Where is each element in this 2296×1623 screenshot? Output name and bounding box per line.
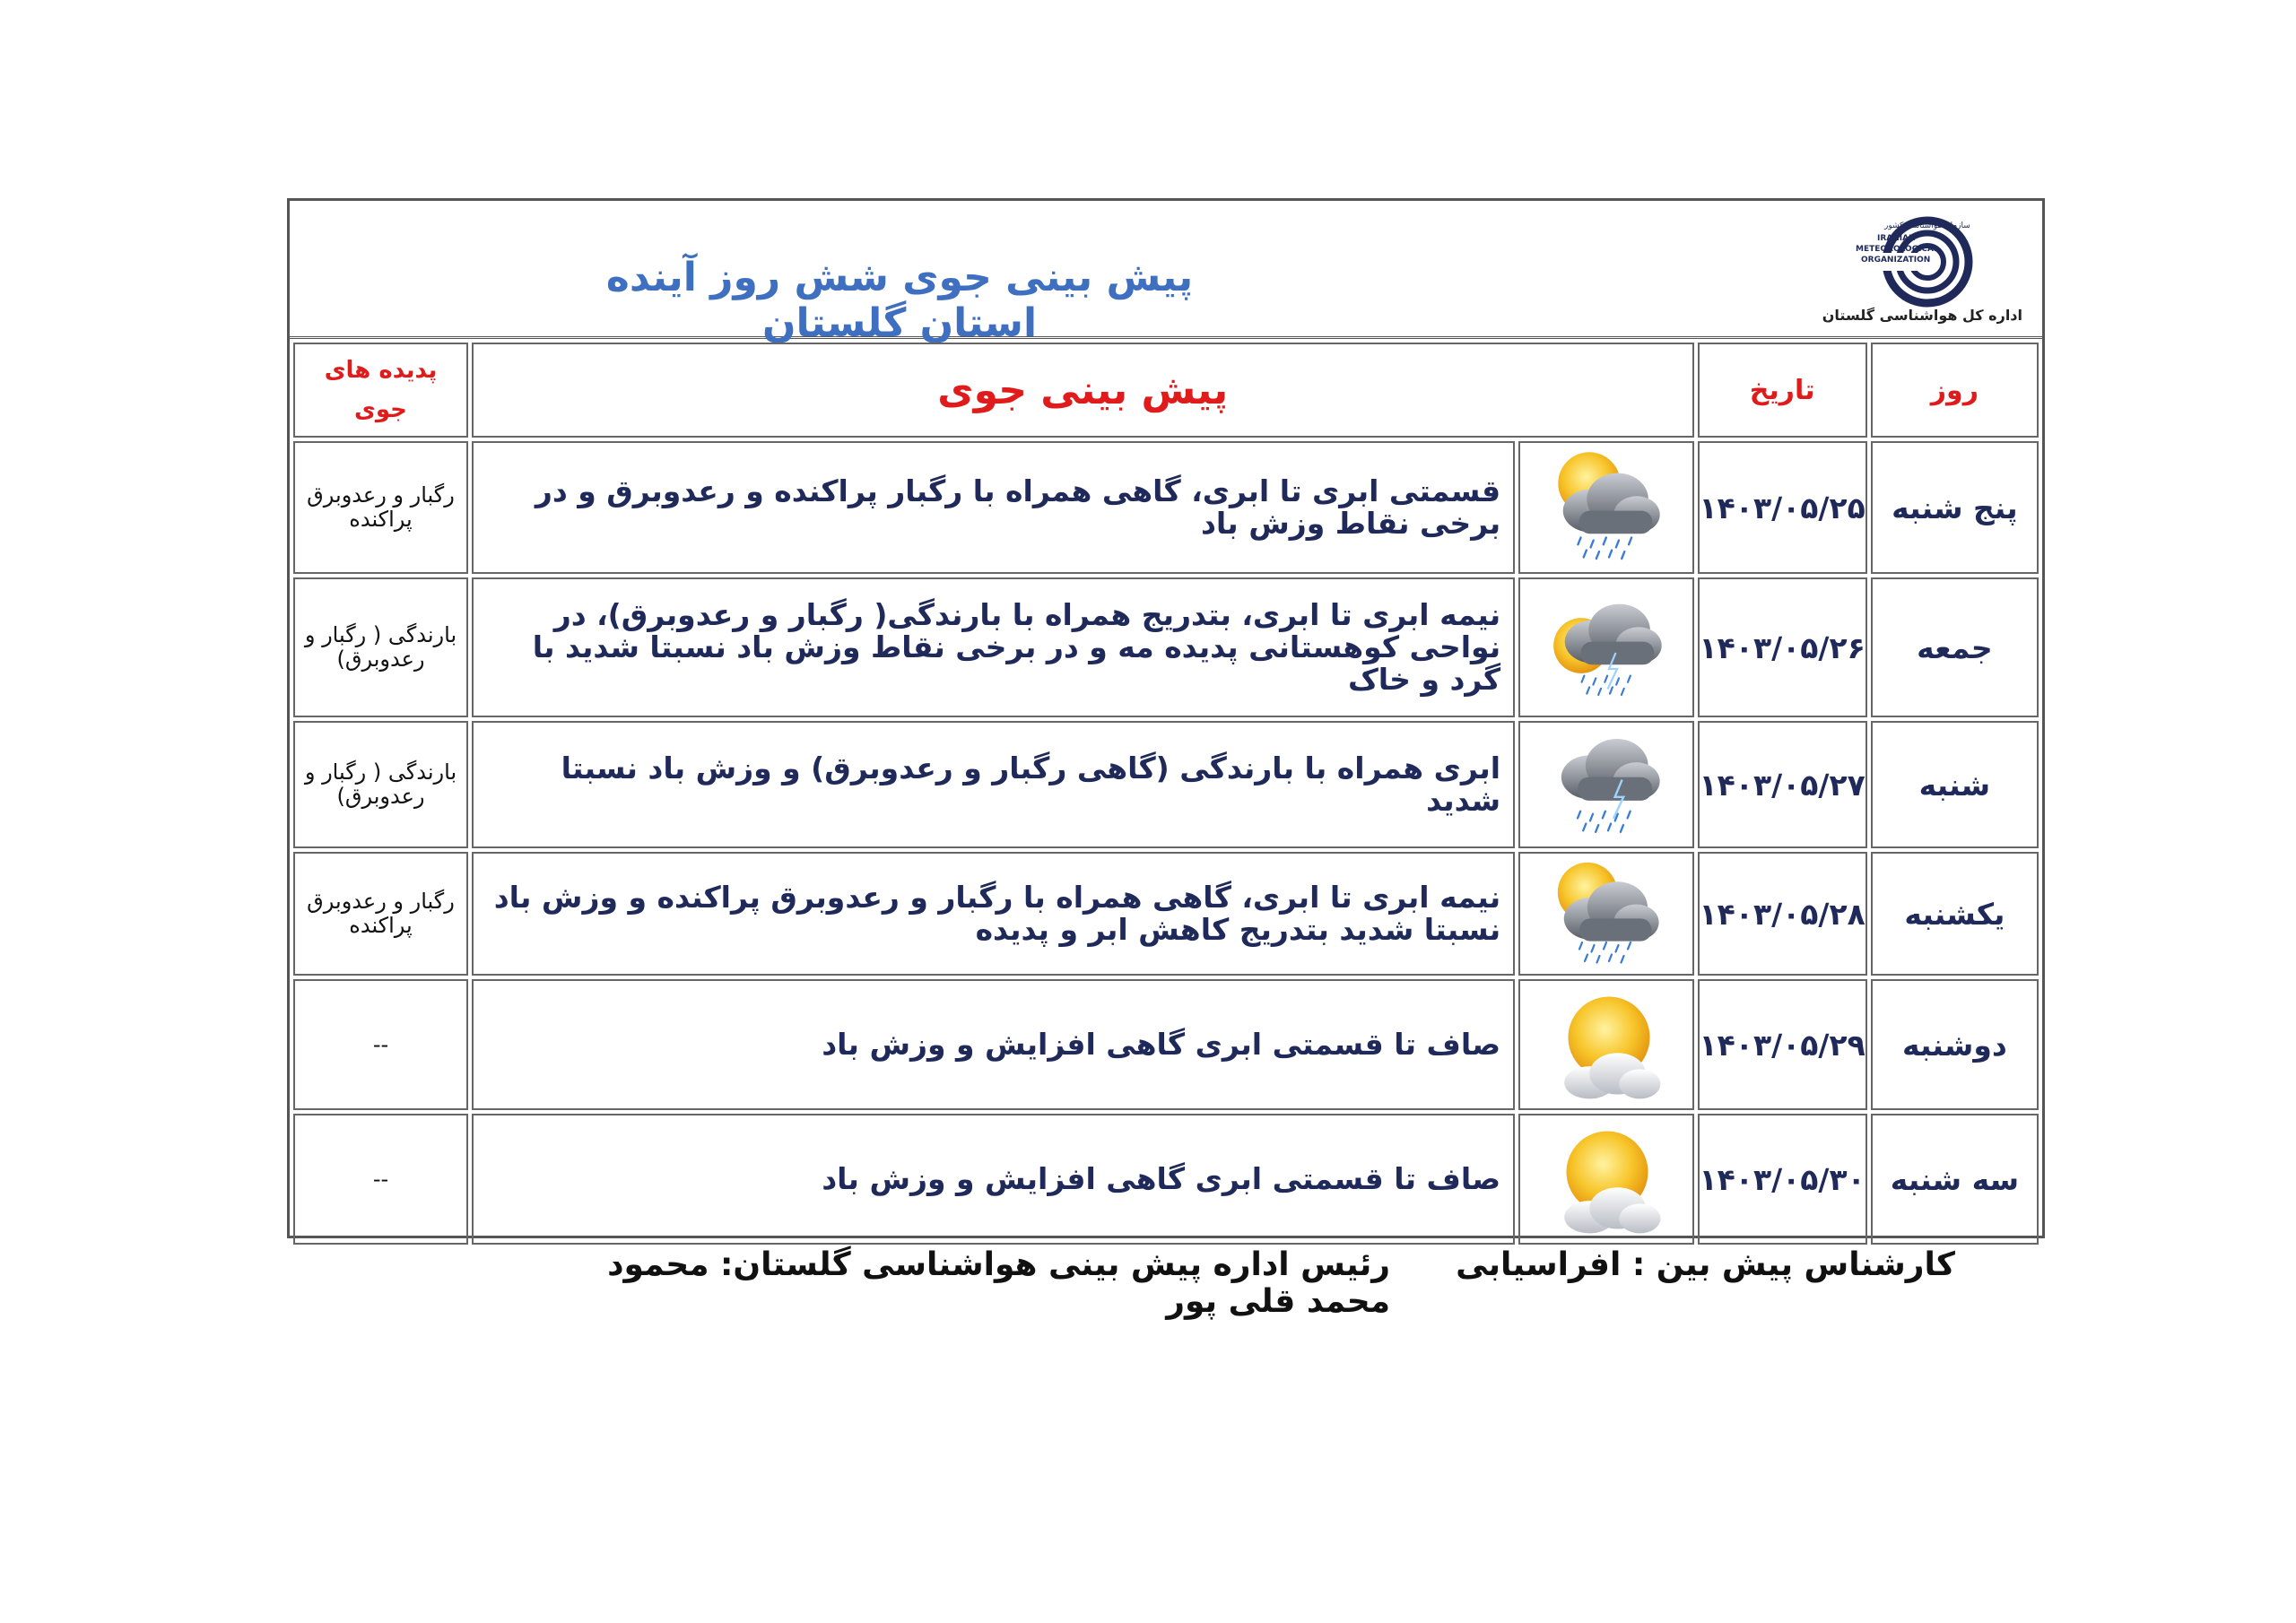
forecast-sheet	[287, 198, 2045, 1238]
logo-text-fa: سازمان هواشناسی کشور	[1884, 221, 1970, 230]
table-row	[293, 441, 2039, 574]
forecaster-name: کارشناس پیش بین : افراسیابی	[1456, 1246, 1955, 1283]
header-band	[290, 201, 2042, 346]
column-header-phenomena	[293, 343, 468, 438]
column-header-phenomena-line-2: جوی	[354, 396, 407, 423]
table-row	[293, 979, 2039, 1110]
cloud-sun-thunder-icon	[1518, 577, 1693, 717]
row-phenomena: بارندگی ( رگبار و رعدوبرق)	[293, 577, 468, 717]
row-phenomena: رگبار و رعدوبرق پراکنده	[293, 441, 468, 574]
row-phenomena: رگبار و رعدوبرق پراکنده	[293, 852, 468, 976]
row-forecast: قسمتی ابری تا ابری، گاهی همراه با رگبار پراکنده و رعدوبرق و در برخی نقاط وزش باد	[472, 441, 1515, 574]
table-row	[293, 577, 2039, 717]
row-day: سه شنبه	[1871, 1114, 2039, 1245]
table-row	[293, 1114, 2039, 1245]
row-day: پنج شنبه	[1871, 441, 2039, 574]
page-title: پیش بینی جوی شش روز آینده استان گلستان	[605, 255, 1194, 346]
row-forecast: ابری همراه با بارندگی (گاهی رگبار و رعدوبرق) و وزش باد نسبتا شدید	[472, 721, 1515, 848]
row-forecast: نیمه ابری تا ابری، گاهی همراه با رگبار و رعدوبرق پراکنده و وزش باد نسبتا شدید بتدریج کاهش ابر و پدیده	[472, 852, 1515, 976]
logo-text-en-1: IRANIAN	[1877, 234, 1916, 243]
cloud-sun-rain-icon	[1518, 852, 1693, 976]
logo-caption: اداره کل هواشناسی گلستان	[1822, 307, 2022, 324]
row-phenomena: --	[293, 979, 468, 1110]
logo-text-en-3: ORGANIZATION	[1861, 256, 1931, 265]
sun-cloud-icon	[1518, 1114, 1693, 1245]
row-day: شنبه	[1871, 721, 2039, 848]
cloud-sun-rain-icon	[1518, 441, 1693, 574]
row-date: ۱۴۰۳/۰۵/۲۵	[1698, 441, 1867, 574]
row-forecast: صاف تا قسمتی ابری گاهی افزایش و وزش باد	[472, 979, 1515, 1110]
table-row	[293, 721, 2039, 848]
row-date: ۱۴۰۳/۰۵/۲۹	[1698, 979, 1867, 1110]
table-header-row	[293, 343, 2039, 438]
logo-text-en-2: METEOROLOGICAL	[1856, 245, 1939, 254]
column-header-date: تاریخ	[1698, 343, 1867, 438]
column-header-forecast: پیش بینی جوی	[472, 343, 1694, 438]
row-date: ۱۴۰۳/۰۵/۲۸	[1698, 852, 1867, 976]
table-row	[293, 852, 2039, 976]
row-phenomena: --	[293, 1114, 468, 1245]
row-forecast: نیمه ابری تا ابری، بتدریج همراه با بارندگی( رگبار و رعدوبرق)، در نواحی کوهستانی پدیده مه و در برخی نقاط وزش باد نسبتا شدید با گرد و خاک	[472, 577, 1515, 717]
row-date: ۱۴۰۳/۰۵/۲۶	[1698, 577, 1867, 717]
row-phenomena: بارندگی ( رگبار و رعدوبرق)	[293, 721, 468, 848]
row-date: ۱۴۰۳/۰۵/۳۰	[1698, 1114, 1867, 1245]
row-day: دوشنبه	[1871, 979, 2039, 1110]
row-day: جمعه	[1871, 577, 2039, 717]
column-header-phenomena-line-1: پدیده های	[324, 357, 438, 384]
cloud-thunder-rain-icon	[1518, 721, 1693, 848]
row-date: ۱۴۰۳/۰۵/۲۷	[1698, 721, 1867, 848]
row-day: یکشنبه	[1871, 852, 2039, 976]
department-head: رئیس اداره پیش بینی هواشناسی گلستان: محمود محمد قلی پور	[607, 1246, 1390, 1320]
sun-cloud-icon	[1518, 979, 1693, 1110]
row-forecast: صاف تا قسمتی ابری گاهی افزایش و وزش باد	[472, 1114, 1515, 1245]
column-header-day: روز	[1871, 343, 2039, 438]
forecast-table	[290, 339, 2042, 1248]
